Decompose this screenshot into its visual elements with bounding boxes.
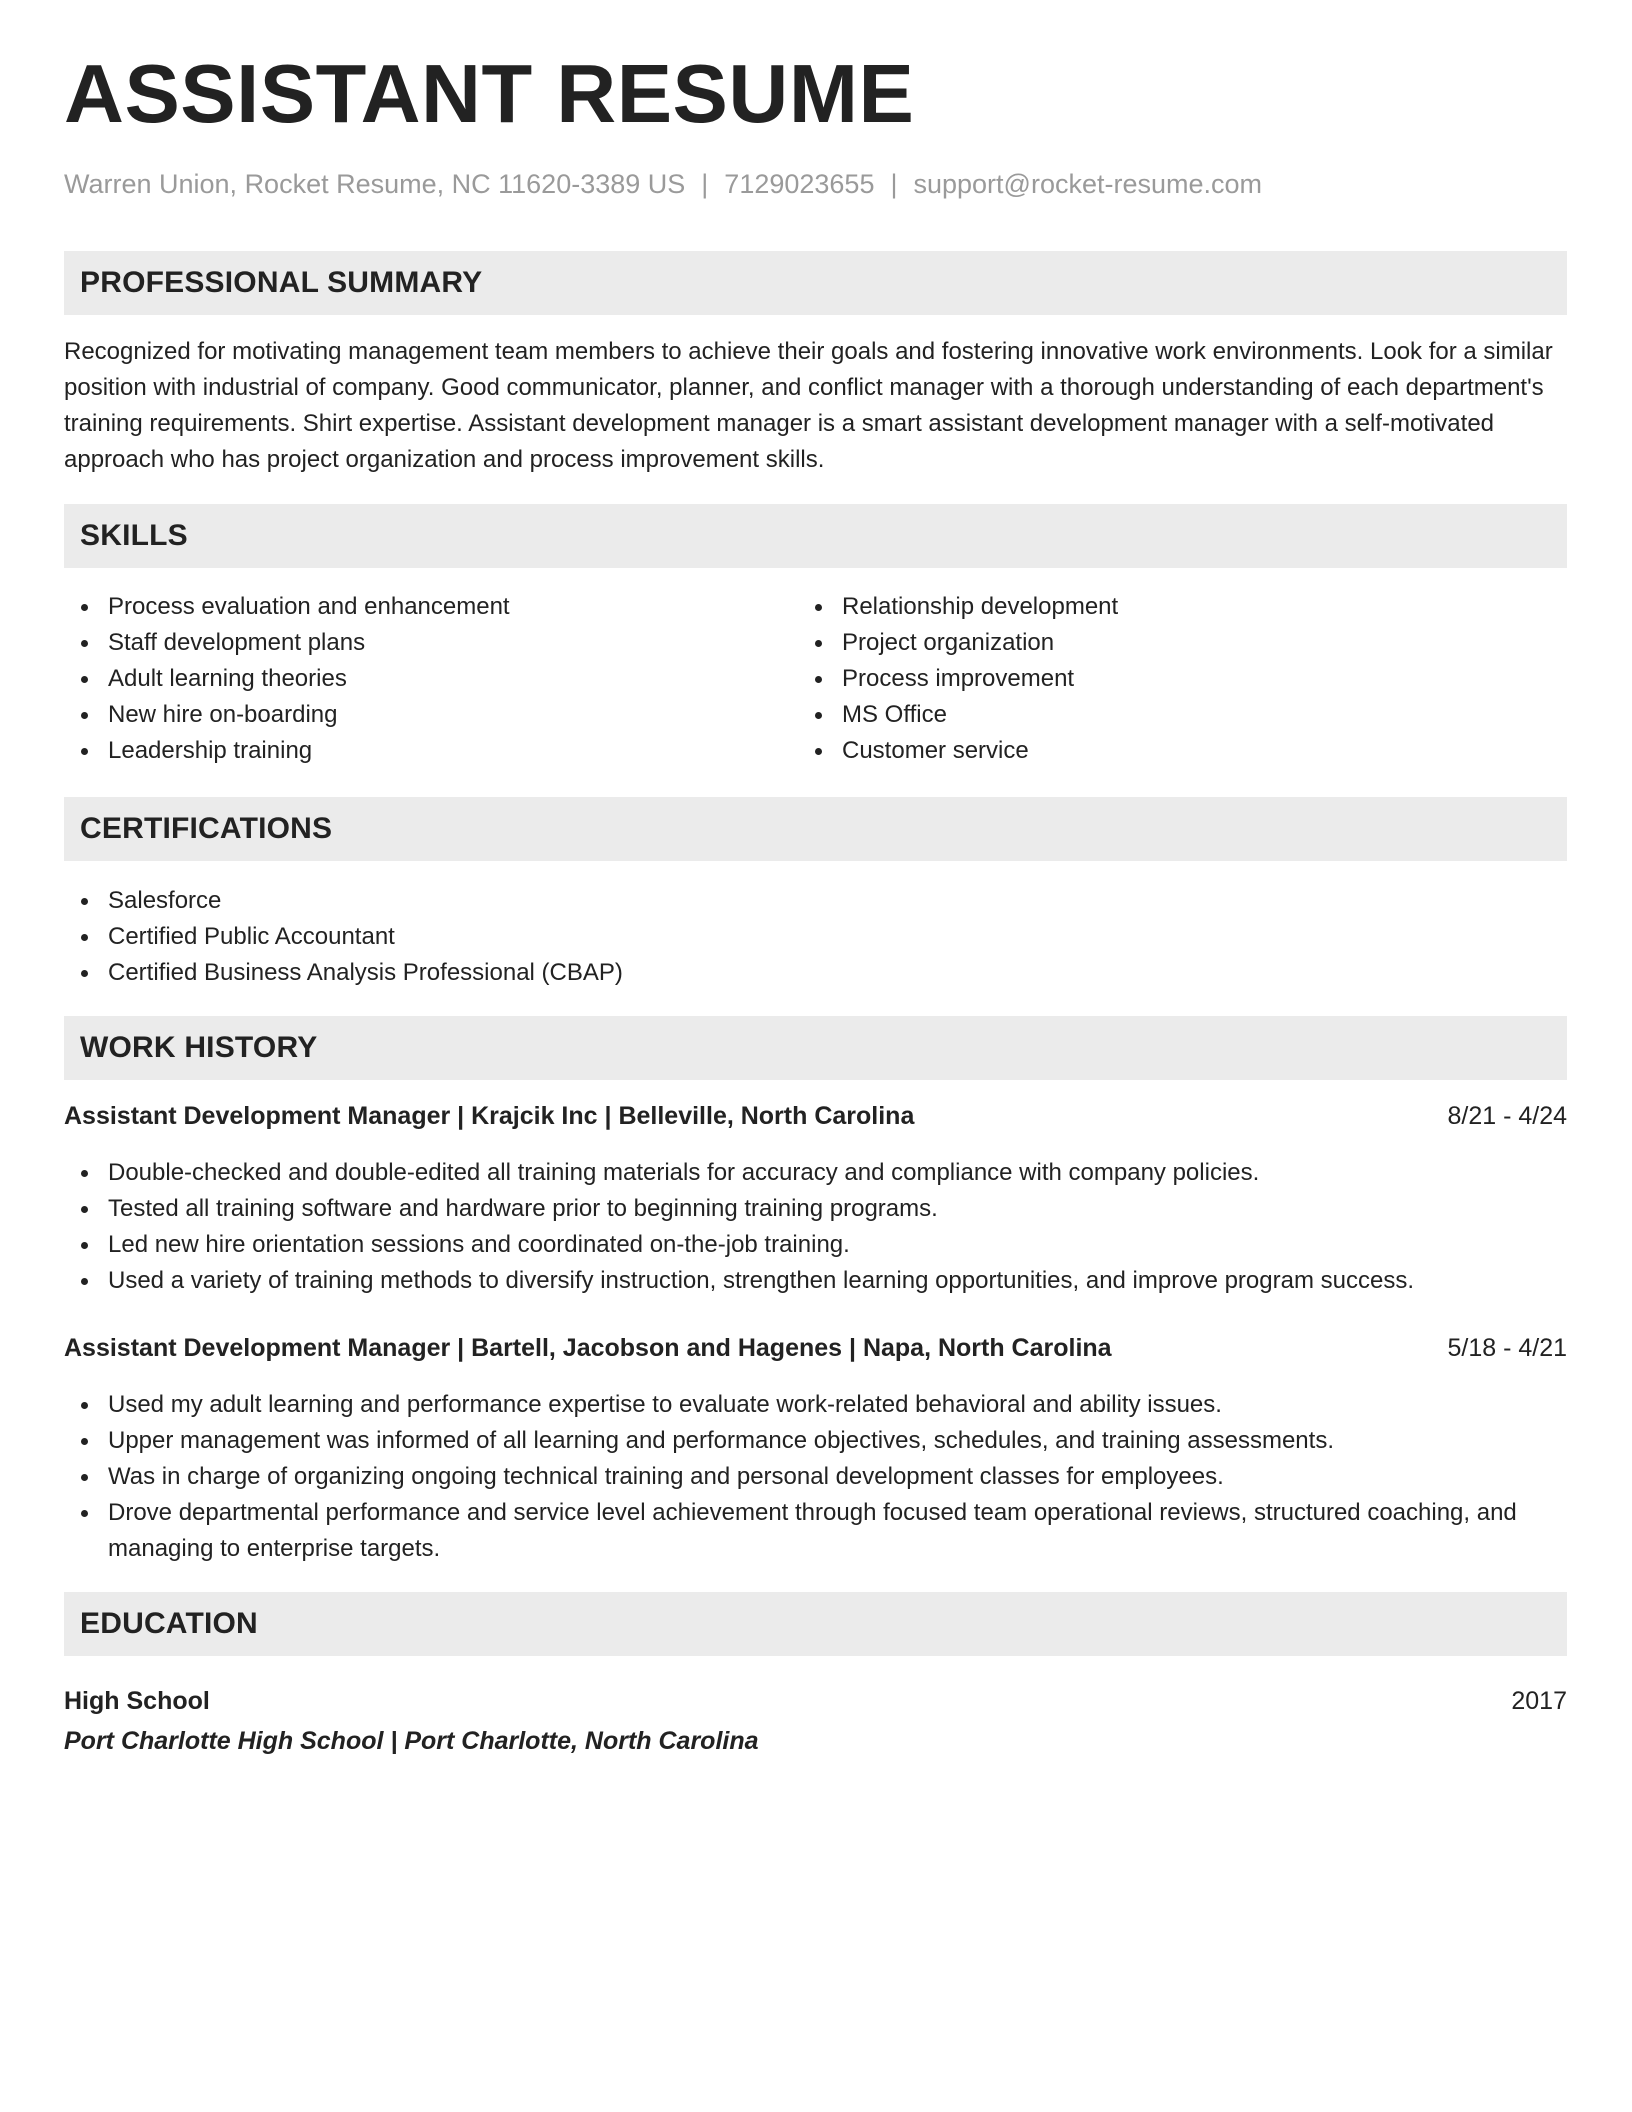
summary-text: Recognized for motivating management team members to achieve their goals and fostering innovative work environments. Look for a similar position with industrial of company. Good communicator, planner, and conflict manager with a thorough understanding of each department's training requirements. Shirt expertise. Assistant development manager is a smart assistant development manager with a self-motivated approach who has project organization and process improvement skills. <box>64 338 1553 473</box>
job-bullet: Double-checked and double-edited all training materials for accuracy and compliance with company policies. <box>64 1155 1567 1191</box>
skill-item: Process evaluation and enhancement <box>64 589 764 625</box>
section-header-summary: PROFESSIONAL SUMMARY <box>64 251 1567 315</box>
certification-item: Certified Public Accountant <box>64 919 1567 955</box>
skill-item: Project organization <box>798 625 1498 661</box>
contact-separator: | <box>890 169 898 199</box>
job-bullet: Tested all training software and hardware prior to beginning training programs. <box>64 1191 1567 1227</box>
job-title-row <box>64 1330 1567 1366</box>
job-bullets <box>64 1155 1567 1299</box>
education-row <box>64 1683 1567 1719</box>
job-dates: 8/21 - 4/24 <box>1447 1102 1567 1130</box>
contact-email: support@rocket-resume.com <box>913 169 1263 199</box>
education-degree: High School <box>64 1687 210 1715</box>
section-header-skills: SKILLS <box>64 504 1567 568</box>
certification-item: Certified Business Analysis Professional (CBAP) <box>64 955 1567 991</box>
skill-item: MS Office <box>798 697 1498 733</box>
skills-list-right <box>798 589 1498 769</box>
job-bullet: Was in charge of organizing ongoing technical training and personal development classes for employees. <box>64 1459 1567 1495</box>
job-bullet: Led new hire orientation sessions and coordinated on-the-job training. <box>64 1227 1567 1263</box>
education-school: Port Charlotte High School | Port Charlotte, North Carolina <box>64 1727 759 1755</box>
skills-list-left <box>64 589 764 769</box>
skill-item: Staff development plans <box>64 625 764 661</box>
job-title: Assistant Development Manager | Krajcik Inc | Belleville, North Carolina <box>64 1102 915 1130</box>
skill-item: Customer service <box>798 733 1498 769</box>
job-bullet: Upper management was informed of all learning and performance objectives, schedules, and training assessments. <box>64 1423 1567 1459</box>
skill-item: Relationship development <box>798 589 1498 625</box>
job-title: Assistant Development Manager | Bartell, Jacobson and Hagenes | Napa, North Carolina <box>64 1334 1112 1362</box>
job-bullet: Drove departmental performance and service level achievement through focused team operational reviews, structured coaching, and managing to enterprise targets. <box>64 1495 1567 1567</box>
job-bullets <box>64 1387 1567 1567</box>
skill-item: Process improvement <box>798 661 1498 697</box>
resume-title: ASSISTANT RESUME <box>64 47 915 140</box>
contact-address: Warren Union, Rocket Resume, NC 11620-3389 US <box>64 169 686 199</box>
skill-item: Adult learning theories <box>64 661 764 697</box>
job-title-row <box>64 1098 1567 1134</box>
certifications-list <box>64 883 1567 991</box>
section-header-work-history: WORK HISTORY <box>64 1016 1567 1080</box>
section-header-certifications: CERTIFICATIONS <box>64 797 1567 861</box>
certification-item: Salesforce <box>64 883 1567 919</box>
skill-item: New hire on-boarding <box>64 697 764 733</box>
job-bullet: Used a variety of training methods to diversify instruction, strengthen learning opportunities, and improve program success. <box>64 1263 1567 1299</box>
contact-phone: 7129023655 <box>724 169 875 199</box>
contact-separator: | <box>701 169 709 199</box>
education-year: 2017 <box>1511 1687 1567 1715</box>
job-bullet: Used my adult learning and performance expertise to evaluate work-related behavioral and ability issues. <box>64 1387 1567 1423</box>
section-header-education: EDUCATION <box>64 1592 1567 1656</box>
contact-line <box>64 168 1262 200</box>
skill-item: Leadership training <box>64 733 764 769</box>
job-dates: 5/18 - 4/21 <box>1447 1334 1567 1362</box>
